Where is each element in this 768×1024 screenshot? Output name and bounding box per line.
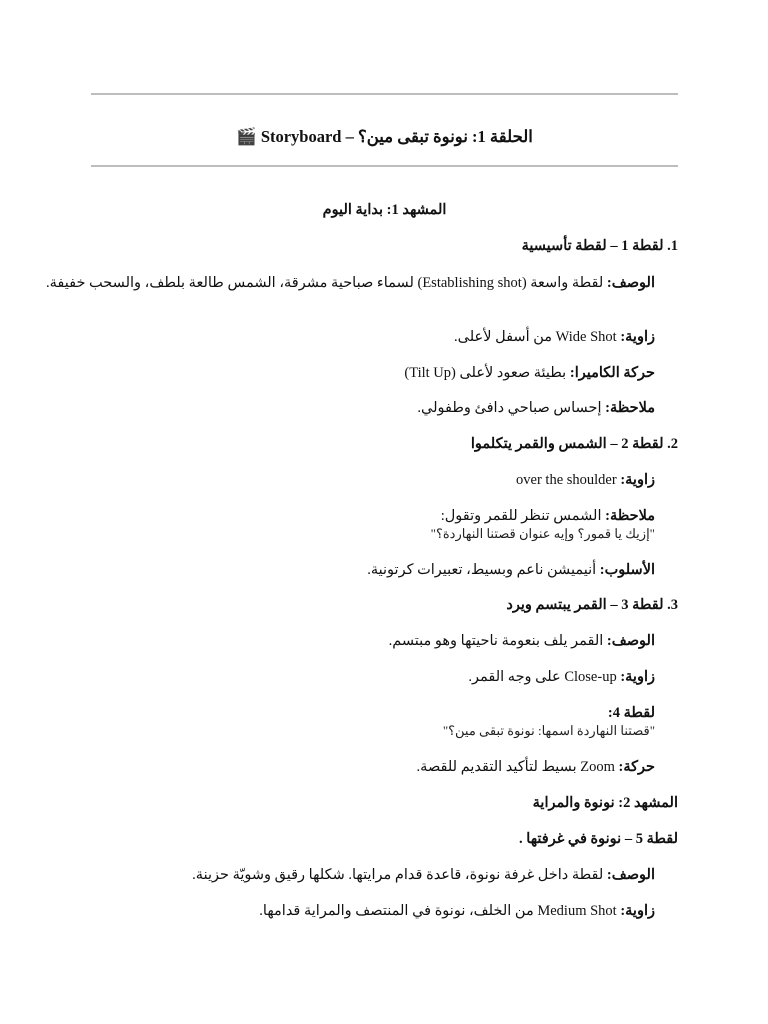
shot1-desc-label: الوصف: (606, 275, 655, 291)
shot1-camera (21, 364, 655, 382)
shot1-note-text: إحساس صباحي دافئ وطفولي. (417, 400, 606, 416)
shot3-heading: 3. لقطة 3 – القمر يبتسم ويرد (506, 597, 678, 613)
shot3-description (21, 632, 655, 650)
shot3-angle (21, 668, 655, 686)
shot4-move-text: Zoom بسيط لتأكيد التقديم للقصة. (416, 759, 619, 775)
shot2-note-text: الشمس تنظر للقمر وتقول: (440, 508, 606, 524)
shot1-angle-text: Wide Shot من أسفل لأعلى. (454, 329, 621, 345)
shot1-angle (21, 328, 655, 346)
shot5-heading: لقطة 5 – نونوة في غرفتها . (519, 831, 678, 847)
shot2-note (21, 507, 655, 525)
shot3-angle-text: Close-up على وجه القمر. (468, 669, 621, 685)
page-title: الحلقة 1: نونوة تبقى مين؟ – Storyboard 🎬 (236, 127, 533, 146)
shot5-angle-text: Medium Shot من الخلف، نونوة في المنتصف والمراية قدامها. (259, 903, 621, 919)
shot2-style-text: أنيميشن ناعم وبسيط، تعبيرات كرتونية. (367, 562, 600, 578)
shot2-quote: "إزيك يا قمور؟ وإيه عنوان قصتنا النهاردة؟" (430, 526, 655, 541)
title-rule (91, 165, 678, 167)
shot2-note-label: ملاحظة: (605, 508, 655, 524)
shot1-camera-text: بطيئة صعود لأعلى (Tilt Up) (404, 365, 570, 381)
shot4-move (21, 758, 655, 776)
shot4-quote: "قصتنا النهاردة اسمها: نونوة تبقى مين؟" (442, 723, 655, 738)
shot2-angle (21, 471, 655, 489)
scene1-heading-text: المشهد 1: بداية اليوم (322, 202, 447, 218)
shot1-heading: 1. لقطة 1 – لقطة تأسيسية (521, 238, 678, 254)
shot1-note (21, 399, 655, 417)
shot1-camera-label: حركة الكاميرا: (569, 365, 655, 381)
shot1-desc-text: لقطة واسعة (Establishing shot) لسماء صباحية مشرقة، الشمس طالعة بلطف، والسحب خفيفة. (46, 275, 607, 291)
shot2-angle-label: زاوية: (620, 472, 655, 488)
top-rule (91, 93, 678, 95)
shot2-style-label: الأسلوب: (599, 562, 655, 578)
shot5-description (21, 866, 655, 884)
shot3-desc-text: القمر يلف بنعومة ناحيتها وهو مبتسم. (388, 633, 607, 649)
shot4-label: لقطة 4: (607, 705, 655, 721)
shot5-desc-label: الوصف: (606, 867, 655, 883)
scene1-heading (91, 201, 678, 219)
shot1-note-label: ملاحظة: (605, 400, 655, 416)
shot2-angle-text: over the shoulder (516, 472, 621, 488)
shot4-move-label: حركة: (618, 759, 655, 775)
shot1-description (21, 274, 655, 292)
shot3-angle-label: زاوية: (620, 669, 655, 685)
shot1-angle-label: زاوية: (620, 329, 655, 345)
shot5-angle-label: زاوية: (620, 903, 655, 919)
shot2-style (21, 561, 655, 579)
shot2-heading: 2. لقطة 2 – الشمس والقمر يتكلموا (470, 436, 678, 452)
shot5-desc-text: لقطة داخل غرفة نونوة، قاعدة قدام مرايتها. شكلها رقيق وشويّة حزينة. (192, 867, 607, 883)
scene2-heading: المشهد 2: نونوة والمراية (532, 795, 678, 811)
shot5-angle (21, 902, 655, 920)
shot3-desc-label: الوصف: (606, 633, 655, 649)
